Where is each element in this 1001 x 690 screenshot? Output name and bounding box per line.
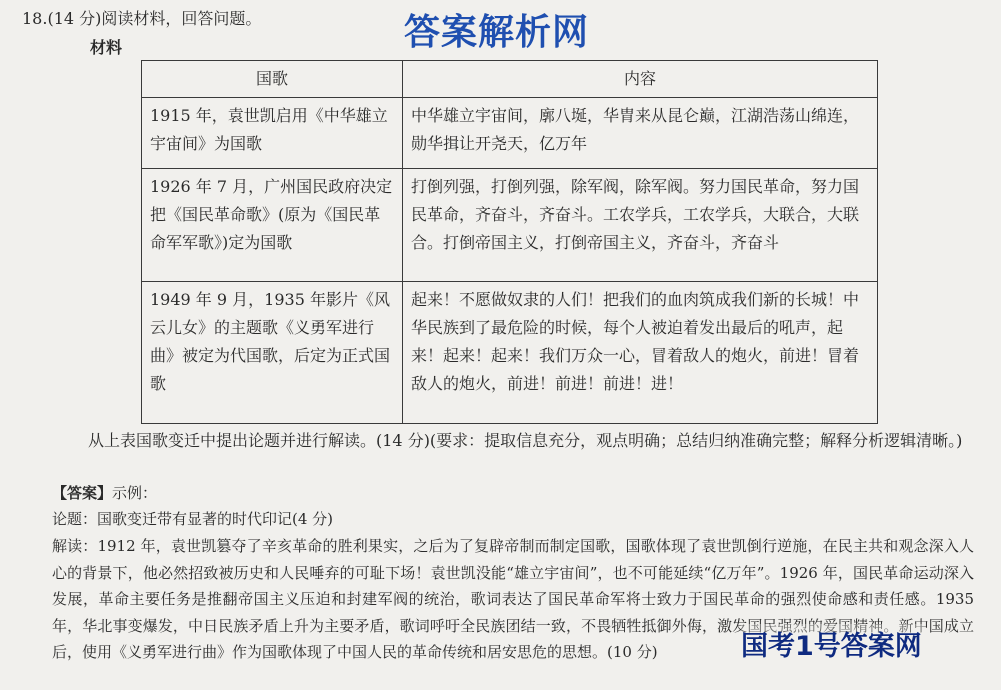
watermark-top: 答案解析网 <box>404 12 590 53</box>
anthem-cell: 1949 年 9 月，1935 年影片《风云儿女》的主题歌《义勇军进行曲》被定为代国歌，后定为正式国歌 <box>142 282 403 424</box>
content-cell: 起来！不愿做奴隶的人们！把我们的血肉筑成我们新的长城！中华民族到了最危险的时候，每个人被迫着发出最后的吼声，起来！起来！起来！我们万众一心，冒着敌人的炮火，前进！冒着敌人的炮火，前进！前进！前进！进！ <box>403 282 878 424</box>
answer-thesis: 论题：国歌变迁带有显著的时代印记(4 分) <box>52 510 334 528</box>
answer-tag: 【答案】 <box>52 484 113 502</box>
question-instruction: 从上表国歌变迁中提出论题并进行解读。(14 分)(要求：提取信息充分，观点明确；总结归纳准确完整；解释分析逻辑清晰。) <box>88 431 963 450</box>
table-row <box>142 282 878 424</box>
content-cell: 中华雄立宇宙间，廓八埏，华胄来从昆仑巅，江湖浩荡山绵连，勋华揖让开尧天，亿万年 <box>403 98 878 169</box>
table-row <box>142 169 878 282</box>
anthem-cell: 1915 年，袁世凯启用《中华雄立宇宙间》为国歌 <box>142 98 403 169</box>
header-anthem: 国歌 <box>142 61 403 98</box>
anthem-cell: 1926 年 7 月，广州国民政府决定把《国民革命歌》(原为《国民革命军军歌》)定为国歌 <box>142 169 403 282</box>
answer-analysis: 解读：1912 年，袁世凯篡夺了辛亥革命的胜利果实，之后为了复辟帝制而制定国歌，国歌体现了袁世凯倒行逆施，在民主共和观念深入人心的背景下，他必然招致被历史和人民唾弃的可耻下场！袁世凯没能“雄立宇宙间”，也不可能延续“亿万年”。1926 年，国民革命运动深入发展，革命主要任务是推翻帝国主义压迫和封建军阀的统治，歌词表达了国民革命军将士致力于国民革命的强烈使命感和责任感。1935 年，华北事变爆发，中日民族矛盾上升为主要矛盾，歌词呼吁全民族团结一致，不畏牺牲抵御外侮，激发国民强烈的爱国精神。新中国成立后，使用《义勇军进行曲》作为国歌体现了中国人民的革命传统和居安思危的思想。(10 分) <box>52 537 974 661</box>
content-cell: 打倒列强，打倒列强，除军阀，除军阀。努力国民革命，努力国民革命，齐奋斗，齐奋斗。工农学兵，工农学兵，大联合，大联合。打倒帝国主义，打倒帝国主义，齐奋斗，齐奋斗 <box>403 169 878 282</box>
table-row <box>142 98 878 169</box>
question-header: 18.(14 分)阅读材料，回答问题。 <box>22 9 262 28</box>
header-content: 内容 <box>403 61 878 98</box>
answer-intro: 示例： <box>112 484 158 502</box>
material-label: 材料 <box>90 38 123 57</box>
watermark-bottom: 国考1号答案网 <box>741 624 922 663</box>
anthem-table <box>141 60 878 424</box>
table-header-row <box>142 61 878 98</box>
answer-line <box>52 482 157 503</box>
